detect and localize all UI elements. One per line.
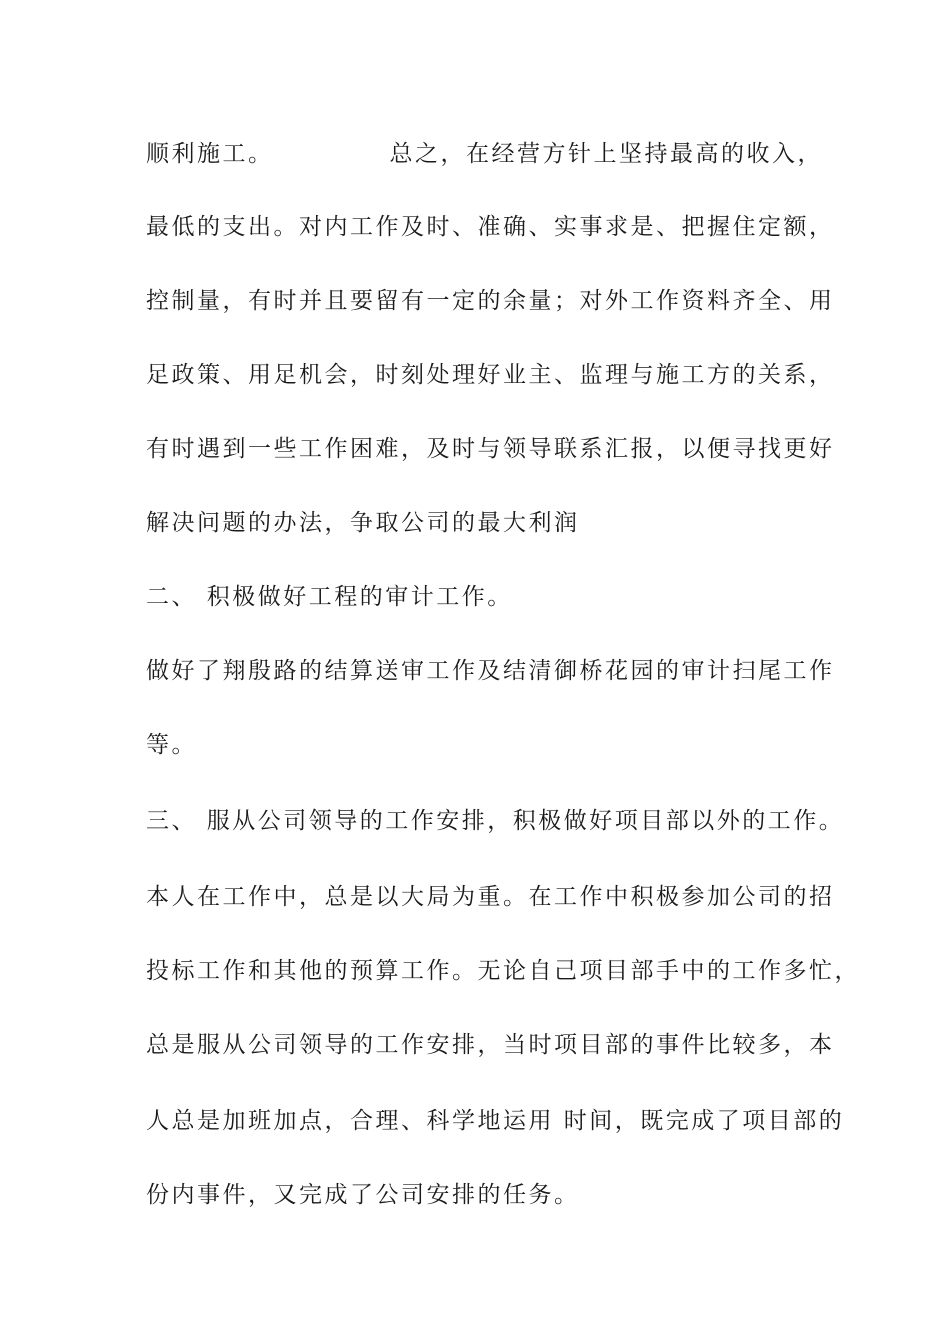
text-line-12: 投标工作和其他的预算工作。无论自己项目部手中的工作多忙， — [146, 958, 860, 984]
text-line-1-end: 总之，在经营方针上坚持最高的收入， — [389, 141, 823, 167]
text-line-3: 控制量，有时并且要留有一定的余量；对外工作资料齐全、用 — [146, 288, 835, 314]
text-line-11: 本人在工作中，总是以大局为重。在工作中积极参加公司的招 — [146, 884, 835, 910]
text-line-8: 做好了翔殷路的结算送审工作及结清御桥花园的审计扫尾工作 — [146, 658, 835, 684]
text-line-13: 总是服从公司领导的工作安排，当时项目部的事件比较多，本 — [146, 1032, 835, 1058]
text-line-15: 份内事件，又完成了公司安排的任务。 — [146, 1182, 580, 1208]
text-line-1-start: 顺利施工。 — [146, 141, 274, 167]
text-line-2: 最低的支出。对内工作及时、准确、实事求是、把握住定额， — [146, 214, 835, 240]
text-line-1 — [146, 139, 826, 169]
text-line-14: 人总是加班加点，合理、科学地运用 时间，既完成了项目部的 — [146, 1108, 845, 1134]
section-heading-3: 三、 服从公司领导的工作安排，积极做好项目部以外的工作。 — [146, 808, 845, 834]
text-line-4: 足政策、用足机会，时刻处理好业主、监理与施工方的关系， — [146, 362, 835, 388]
section-heading-2: 二、 积极做好工程的审计工作。 — [146, 584, 513, 610]
text-line-6: 解决问题的办法，争取公司的最大利润 — [146, 510, 580, 536]
text-line-9: 等。 — [146, 732, 197, 758]
text-line-5: 有时遇到一些工作困难，及时与领导联系汇报，以便寻找更好 — [146, 436, 835, 462]
